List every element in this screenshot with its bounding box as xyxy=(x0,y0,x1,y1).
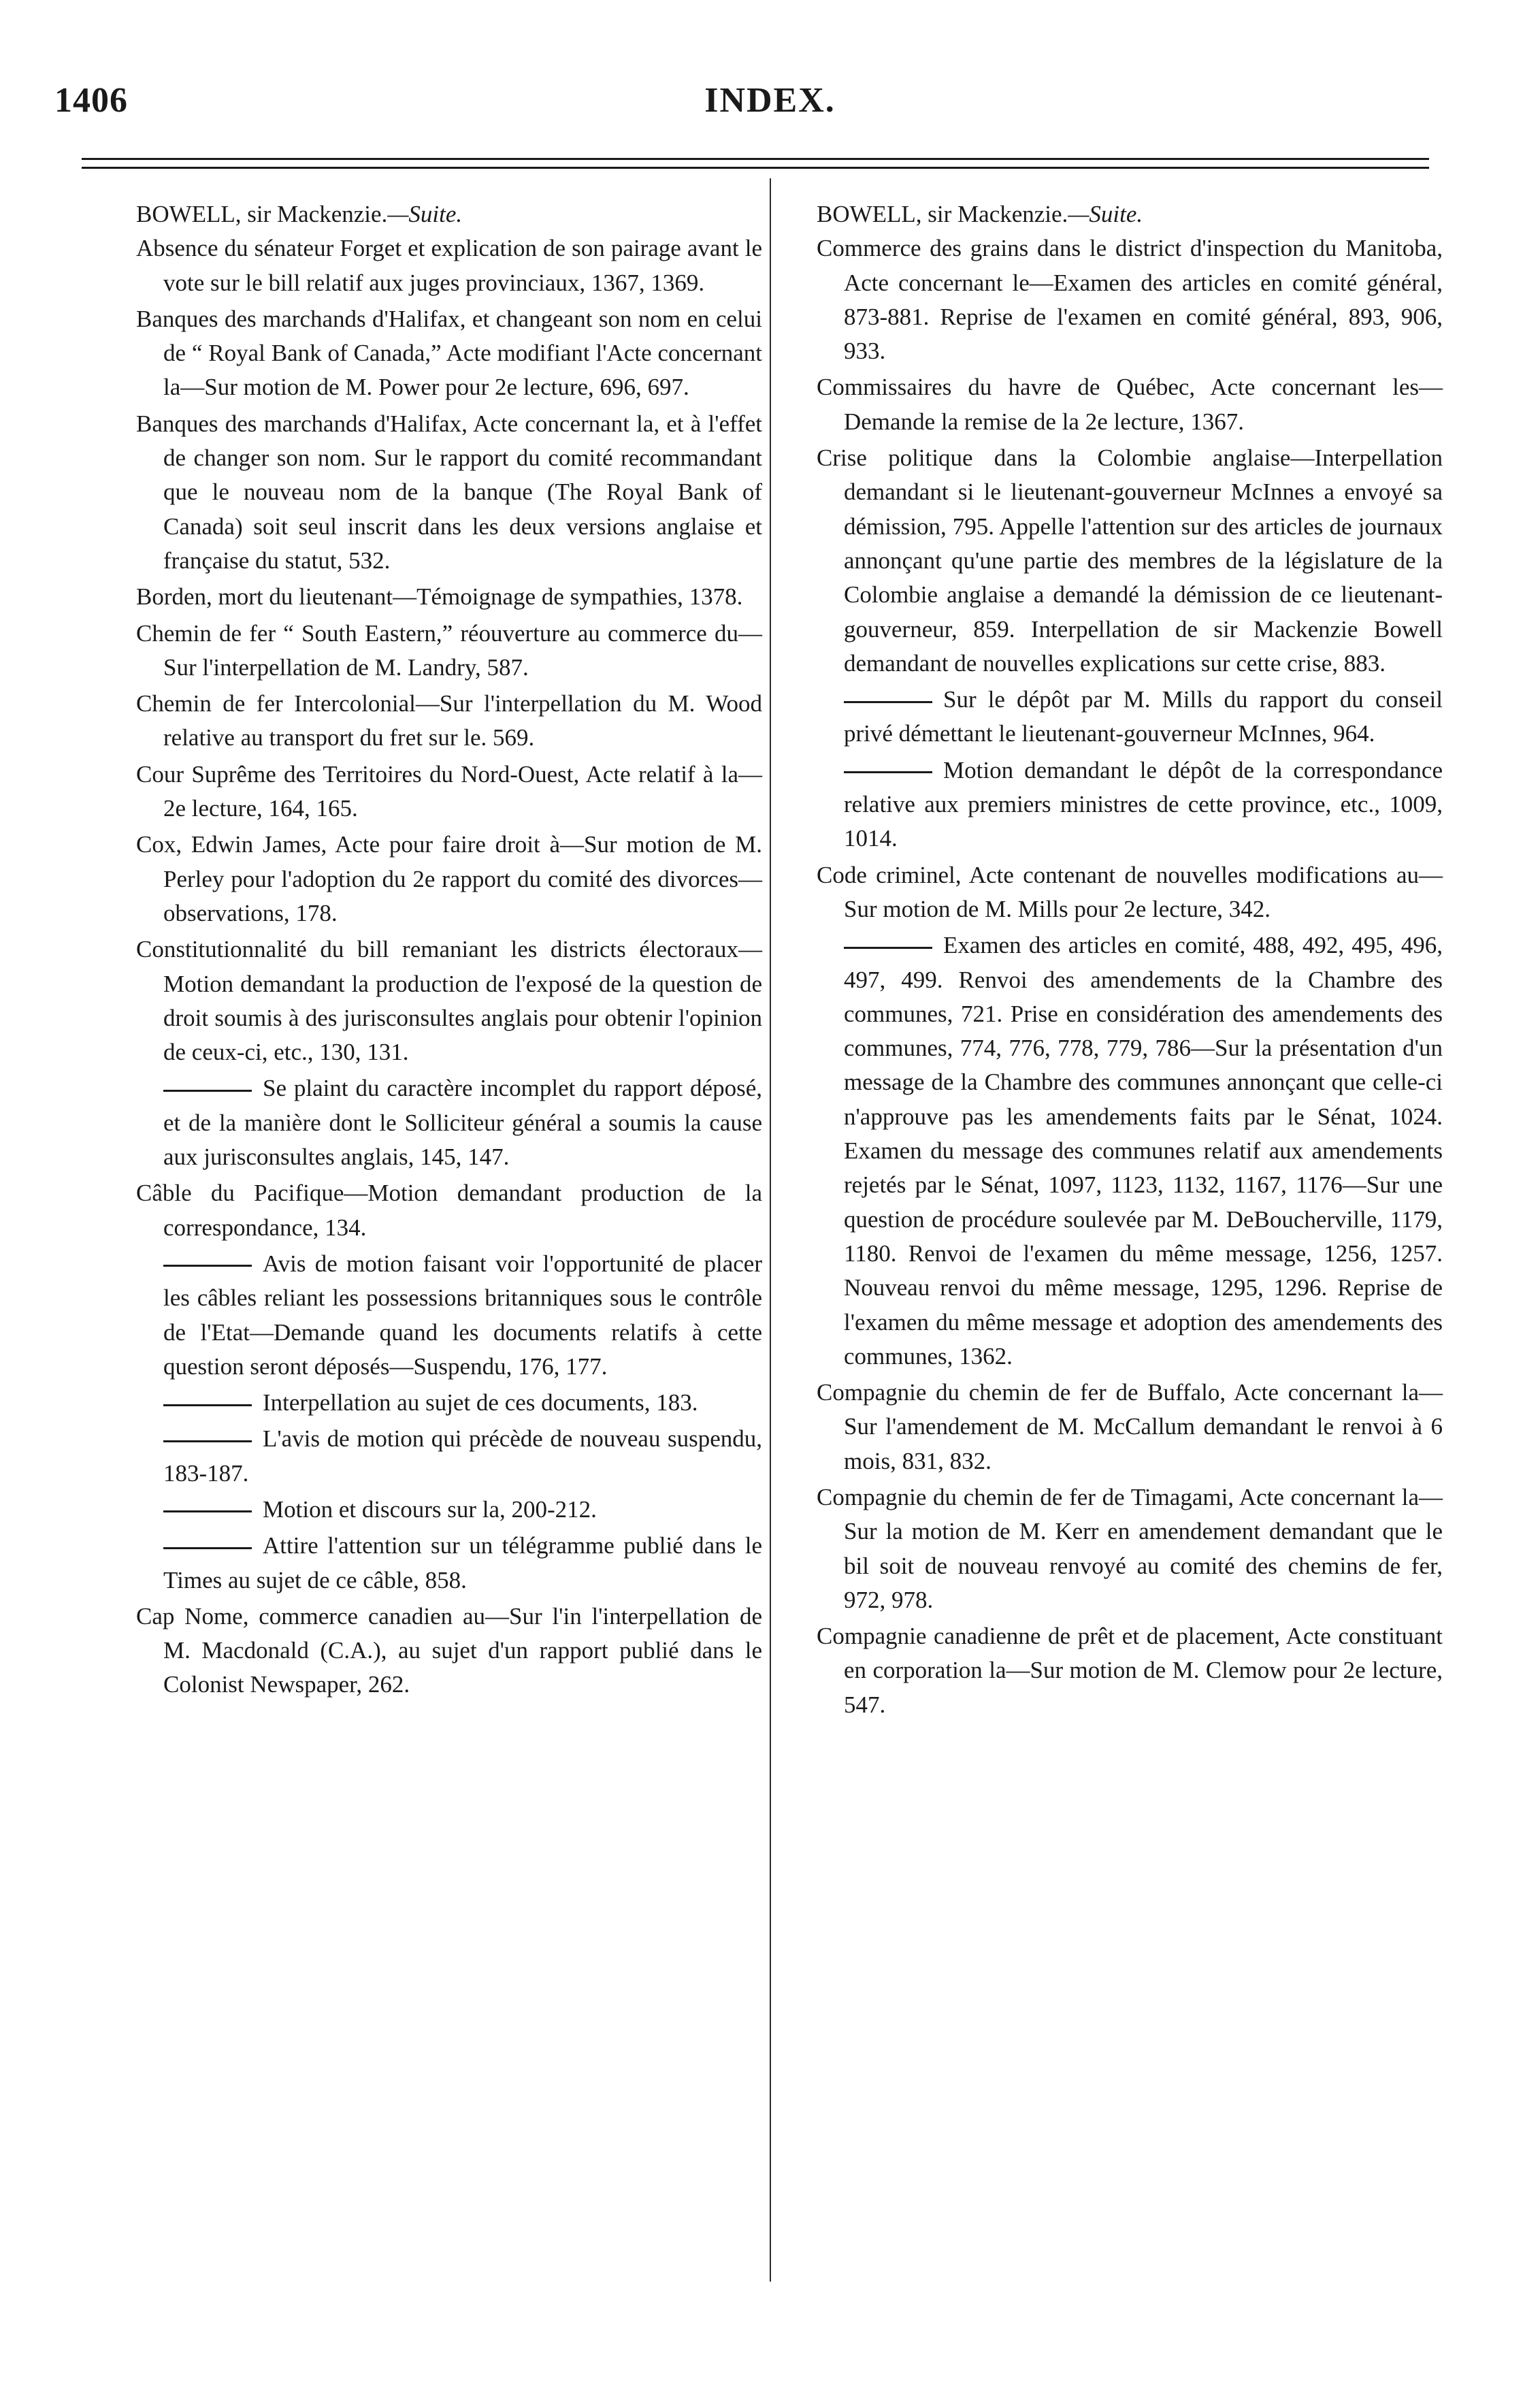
entry-text: Examen des articles en comité, 488, 492, 495, 496, 497, 499. Renvoi des amendements de la Chambre des communes, 721. Prise en considération des amendements des communes, 774, 776, 778, 779, 786—Sur la présentation d'un message de la Chambre des communes annonçant que celle-ci n'approuve pas les amendements faits par le Sénat, 1024. Examen du message des communes relatif aux amendements rejetés par le Sénat, 1097, 1123, 1132, 1167, 1176—Sur une question de procédure soulevée par M. DeBoucherville, 1179, 1180. Renvoi de l'examen du même message, 1256, 1257. Nouveau renvoi du même message, 1295, 1296. Reprise de l'examen du même message et adoption des amendements des communes, 1362. xyxy=(844,932,1443,1370)
repeat-dash xyxy=(844,947,932,949)
index-subentry xyxy=(817,683,1443,751)
index-entry xyxy=(136,231,762,300)
heading-suite: —Suite. xyxy=(1068,201,1143,227)
index-entry xyxy=(136,1600,762,1702)
entry-text: Commerce des grains dans le district d'inspection du Manitoba, Acte concernant le—Examen des articles en comité général, 873-881. Reprise de l'examen en comité général, 893, 906, 933. xyxy=(817,235,1443,365)
index-entry xyxy=(136,933,762,1069)
repeat-dash xyxy=(163,1440,252,1442)
repeat-dash xyxy=(844,771,932,773)
index-entry xyxy=(136,302,762,405)
index-entry xyxy=(817,231,1443,368)
index-entry xyxy=(136,828,762,930)
entry-text: Avis de motion faisant voir l'opportunité de placer les câbles reliant les possessions britanniques sous le contrôle de l'Etat—Demande quand les documents relatifs à cette question seront déposés—Suspendu, 176, 177. xyxy=(163,1250,762,1380)
index-entry xyxy=(136,580,762,614)
index-entry xyxy=(136,617,762,685)
entry-text: Commissaires du havre de Québec, Acte concernant les—Demande la remise de la 2e lecture, 1367. xyxy=(817,374,1443,435)
entry-text: Compagnie du chemin de fer de Timagami, Acte concernant la—Sur la motion de M. Kerr en amendement demandant que le bil soit de nouveau renvoyé au comité des chemins de fer, 972, 978. xyxy=(817,1483,1443,1613)
index-subentry xyxy=(136,1386,762,1420)
repeat-dash xyxy=(163,1510,252,1512)
entry-text: Interpellation au sujet de ces documents, 183. xyxy=(263,1389,698,1416)
entry-text: Attire l'attention sur un télégramme publié dans le Times au sujet de ce câble, 858. xyxy=(163,1532,762,1593)
index-subentry xyxy=(136,1071,762,1174)
index-entry xyxy=(136,1176,762,1245)
entry-text: Cox, Edwin James, Acte pour faire droit à—Sur motion de M. Perley pour l'adoption du 2e rapport du comité des divorces—observations, 178. xyxy=(136,831,762,926)
page-number: 1406 xyxy=(54,81,128,120)
entry-text: Se plaint du caractère incomplet du rapport déposé, et de la manière dont le Solliciteur général a soumis la cause aux jurisconsultes anglais, 145, 147. xyxy=(163,1075,762,1171)
page-header xyxy=(0,0,1540,136)
right-entries xyxy=(817,231,1443,1722)
entry-text: L'avis de motion qui précède de nouveau suspendu, 183-187. xyxy=(163,1425,762,1487)
left-column xyxy=(136,197,762,1704)
entry-text: Borden, mort du lieutenant—Témoignage de sympathies, 1378. xyxy=(136,583,743,611)
entry-text: Cap Nome, commerce canadien au—Sur l'in l'interpellation de M. Macdonald (C.A.), au sujet d'un rapport publié dans le Colonist Newspaper, 262. xyxy=(136,1602,762,1698)
entry-text: Chemin de fer “ South Eastern,” réouverture au commerce du—Sur l'interpellation de M. Landry, 587. xyxy=(136,619,762,681)
entry-text: Motion demandant le dépôt de la correspondance relative aux premiers ministres de cette province, etc., 1009, 1014. xyxy=(844,756,1443,852)
entry-text: Absence du sénateur Forget et explication de son pairage avant le vote sur le bill relatif aux juges provinciaux, 1367, 1369. xyxy=(136,235,762,296)
repeat-dash xyxy=(163,1090,252,1092)
index-entry xyxy=(817,370,1443,439)
entry-text: Sur le dépôt par M. Mills du rapport du conseil privé démettant le lieutenant-gouverneur McInnes, 964. xyxy=(844,686,1443,747)
header-rule-bottom xyxy=(82,167,1429,169)
entry-text: Cour Suprême des Territoires du Nord-Ouest, Acte relatif à la—2e lecture, 164, 165. xyxy=(136,760,762,822)
column-heading xyxy=(817,197,1443,231)
heading-name: BOWELL, sir Mackenzie. xyxy=(817,201,1068,227)
entry-text: Crise politique dans la Colombie anglaise—Interpellation demandant si le lieutenant-gouverneur McInnes a envoyé sa démission, 795. Appelle l'attention sur des articles de journaux annonçant qu'une partie des membres de la législature de la Colombie anglaise a demandé la démission de ce lieutenant-gouverneur, 859. Interpellation de sir Mackenzie Bowell demandant de nouvelles explications sur cette crise, 883. xyxy=(817,444,1443,677)
entry-text: Constitutionnalité du bill remaniant les districts électoraux—Motion demandant la production de l'exposé de la question de droit soumis à des jurisconsultes anglais pour obtenir l'opinion de ceux-ci, etc., 130, 131. xyxy=(136,936,762,1066)
entry-text: Câble du Pacifique—Motion demandant production de la correspondance, 134. xyxy=(136,1180,762,1241)
repeat-dash xyxy=(163,1547,252,1549)
entry-text: Motion et discours sur la, 200-212. xyxy=(263,1495,597,1523)
page-title: INDEX. xyxy=(704,81,836,120)
heading-name: BOWELL, sir Mackenzie. xyxy=(136,201,388,227)
repeat-dash xyxy=(844,701,932,703)
right-column xyxy=(817,197,1443,1724)
index-subentry xyxy=(817,754,1443,856)
entry-text: Chemin de fer Intercolonial—Sur l'interpellation du M. Wood relative au transport du fret sur le. 569. xyxy=(136,690,762,751)
index-subentry xyxy=(136,1493,762,1527)
index-entry xyxy=(817,1376,1443,1478)
column-divider xyxy=(770,178,771,2282)
entry-text: Compagnie du chemin de fer de Buffalo, Acte concernant la—Sur l'amendement de M. McCallum demandant le renvoi à 6 mois, 831, 832. xyxy=(817,1379,1443,1474)
entry-text: Code criminel, Acte contenant de nouvelles modifications au—Sur motion de M. Mills pour 2e lecture, 342. xyxy=(817,861,1443,922)
entry-text: Banques des marchands d'Halifax, Acte concernant la, et à l'effet de changer son nom. Sur le rapport du comité recommandant que le nouveau nom de la banque (The Royal Bank of Canada) soit seul inscrit dans les deux versions anglaise et française du statut, 532. xyxy=(136,410,762,574)
heading-suite: —Suite. xyxy=(387,201,463,227)
index-entry xyxy=(136,687,762,756)
index-entry xyxy=(817,441,1443,681)
repeat-dash xyxy=(163,1265,252,1267)
column-heading xyxy=(136,197,762,231)
repeat-dash xyxy=(163,1404,252,1406)
entry-text: Compagnie canadienne de prêt et de placement, Acte constituant en corporation la—Sur motion de M. Clemow pour 2e lecture, 547. xyxy=(817,1623,1443,1718)
index-entry xyxy=(136,758,762,826)
index-subentry xyxy=(136,1422,762,1491)
index-entry xyxy=(817,858,1443,927)
index-subentry xyxy=(136,1529,762,1598)
index-entry xyxy=(817,1480,1443,1617)
header-rule-top xyxy=(82,158,1429,160)
left-entries xyxy=(136,231,762,1702)
index-subentry xyxy=(136,1247,762,1384)
index-entry xyxy=(817,1619,1443,1722)
index-subentry xyxy=(817,928,1443,1374)
index-entry xyxy=(136,407,762,578)
entry-text: Banques des marchands d'Halifax, et changeant son nom en celui de “ Royal Bank of Canada,” Acte modifiant l'Acte concernant la—Sur motion de M. Power pour 2e lecture, 696, 697. xyxy=(136,305,762,401)
